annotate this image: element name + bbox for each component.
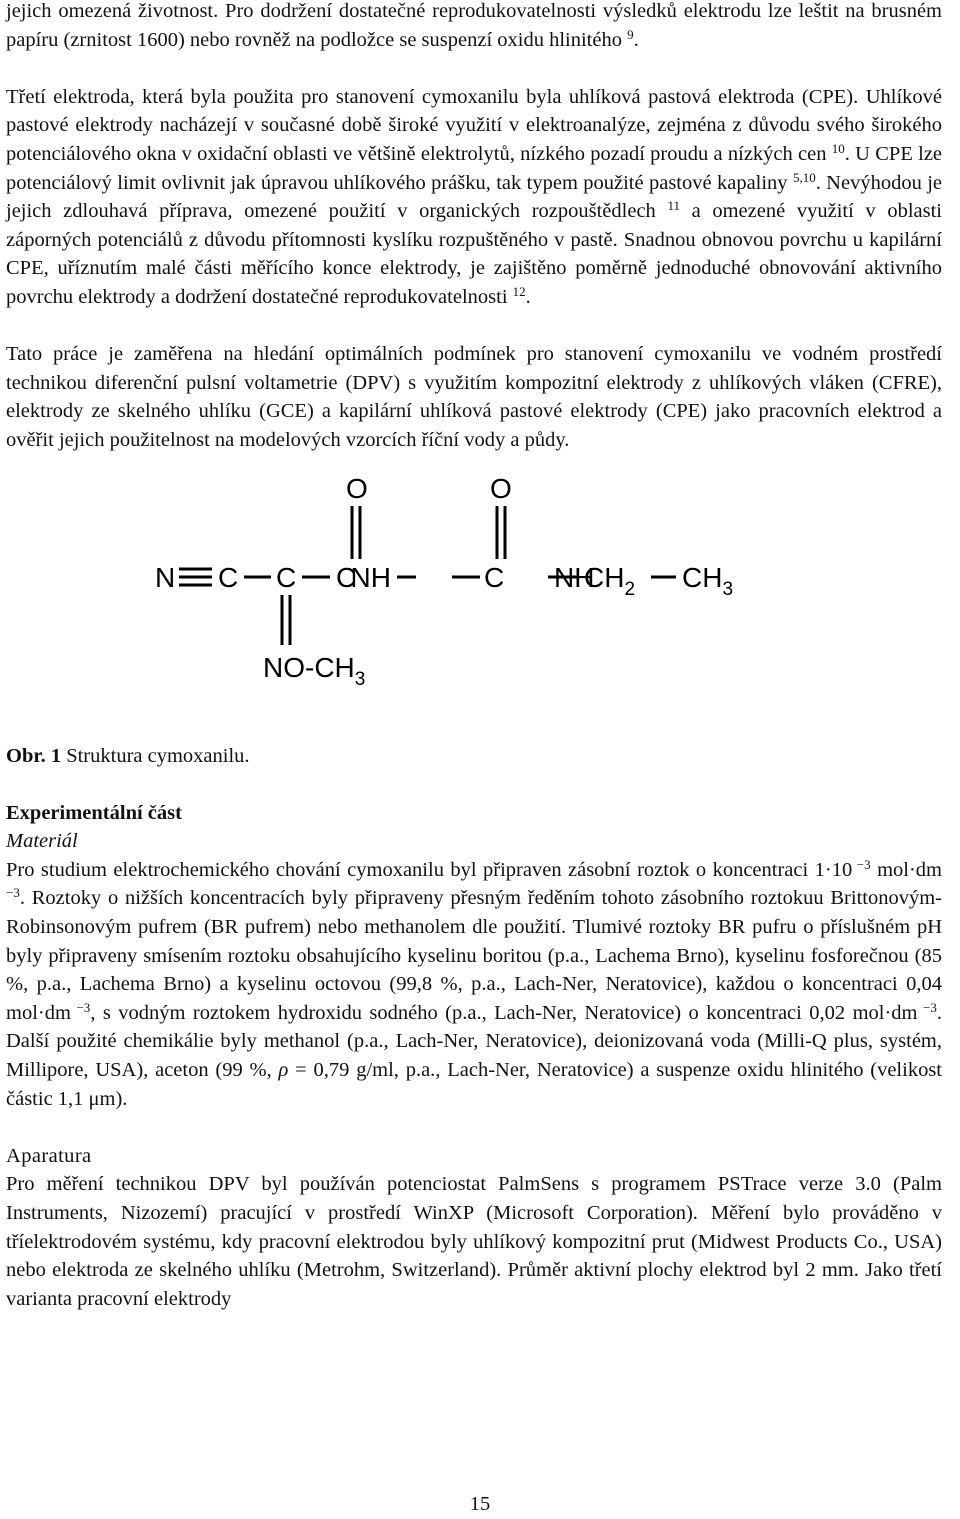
citation: 5,10 <box>792 169 816 185</box>
paragraph-carbon-paste-electrode: Třetí elektroda, která byla použita pro stanovení cymoxanilu byla uhlíková pastová elektroda (CPE). Uhlíkové pastové elektrody nacházejí v současné době široké využití v elektroanalýze, zejména z důvodu svého širokého potenciálového okna v oxidační oblasti ve většině elektrolytů, nízkého pozadí proudu a nízkých cen $^{10}$. U CPE lze potenciálový limit ovlivnit jak úpravou uhlíkového prášku, tak typem použité pastové kapaliny $^{5,10}$. Nevýhodou je jejich zdlouhavá příprava, omezené použití v organických rozpouštědlech $^{11}$ a omezené využití v oblasti záporných potenciálů z důvodu přítomnosti kyslíku rozpuštěného v pastě. Snadnou obnovou povrchu u kapilární CPE, uříznutím malé části měřícího konce elektrody, je zajištěno poměrně jednoduché obnovování aktivního povrchu elektrody a dodržení dostatečné reprodukovatelnosti $^{12}$. <box>6 85 943 308</box>
atom-noch3: $NO-CH_3$ <box>263 651 366 690</box>
cymoxanil-structure-figure <box>6 455 942 740</box>
page-number: 15 <box>469 1493 491 1515</box>
paragraph-materials: Pro studium elektrochemického chování cymoxanilu byl připraven zásobní roztok o koncentraci 1·10 $^{-3}$ mol·dm $^{-3}$. Roztoky o nižších koncentracích byly připraveny přesným ředěním tohoto zásobního roztokuu Brittonovým-Robinsonovým pufrem (BR pufrem) nebo methanolem dle použití. Tlumivé roztoky BR pufru o příslušném pH byly připraveny smísením roztoku obsahujícího kyselinu boritou (p.a., Lachema Brno), kyselinu fosforečnou (85 %, p.a., Lachema Brno) a kyselinu octovou (99,8 %, p.a., Lach-Ner, Neratovice), každou o koncentraci 0,04 mol·dm $^{-3}$, s vodným roztokem hydroxidu sodného (p.a., Lach-Ner, Neratovice) o koncentraci 0,02 mol·dm $^{-3}$. Další použité chemikálie byly methanol (p.a., Lach-Ner, Neratovice), deionizovaná voda (Milli-Q plus, systém, Millipore, USA), aceton (99 %, ρ = 0,79 g/ml, p.a., Lach-Ner, Neratovice) a suspenze oxidu hlinitého (velikost částic 1,1 μm). <box>6 856 942 1110</box>
citation: 9 <box>627 26 634 42</box>
subsection-heading-apparatus: Aparatura <box>6 1144 92 1167</box>
section-heading: Experimentální část <box>6 801 182 824</box>
page-content <box>6 0 942 1313</box>
figure-caption: Obr. 1 Struktura cymoxanilu. <box>6 744 250 767</box>
atom-ch2: $CH_2$ <box>584 561 636 600</box>
atom-nh: NH <box>350 561 391 593</box>
figure-label: Obr. 1 <box>6 744 62 767</box>
atom-c: C <box>218 561 239 593</box>
atom-c: C <box>276 561 297 593</box>
atom-c: C <box>336 561 357 593</box>
atom-c: C <box>484 561 505 593</box>
paragraph-aim-of-work: Tato práce je zaměřena na hledání optimálních podmínek pro stanovení cymoxanilu ve vodném prostředí technikou diferenční pulsní voltametrie (DPV) s využitím kompozitní elektrody z uhlíkových vláken (CFRE), elektrody ze skelného uhlíku (GCE) a kapilární uhlíková pastové elektrody (CPE) jako pracovních elektrod a ověřit jejich použitelnost na modelových vzorcích říční vody a půdy. <box>6 343 942 451</box>
citation: 11 <box>667 198 680 214</box>
paragraph-apparatus: Pro měření technikou DPV byl používán potenciostat PalmSens s programem PSTrace verze 3.0 (Palm Instruments, Nizozemí) pracující v prostředí WinXP (Microsoft Corporation). Měření bylo prováděno v tříelektrodovém systému, kdy pracovní elektrodou byly uhlíkový kompozitní prut (Midwest Products Co., USA) nebo elektroda ze skelného uhlíku (Metrohm, Switzerland). Průměr aktivní plochy elektrod byl 2 mm. Jako třetí varianta pracovní elektrody <box>6 1173 942 1310</box>
cymoxanil-structural-formula <box>6 455 942 740</box>
subsection-heading-materials: Materiál <box>6 830 78 853</box>
atom-o: O <box>346 472 368 504</box>
atom-ch3: $CH_3$ <box>682 561 734 600</box>
paragraph-electrode-polishing: jejich omezená životnost. Pro dodržení dostatečné reprodukovatelnosti výsledků elektrodu lze leštit na brusném papíru (zrnitost 1600) nebo rovněž na podložce se suspenzí oxidu hlinitého $^9$. <box>6 0 942 51</box>
atom-n: N <box>155 561 176 593</box>
atom-o: O <box>490 472 512 504</box>
atom-nh: NH <box>554 561 595 593</box>
citation: 12 <box>512 283 526 299</box>
citation: 10 <box>831 140 845 156</box>
